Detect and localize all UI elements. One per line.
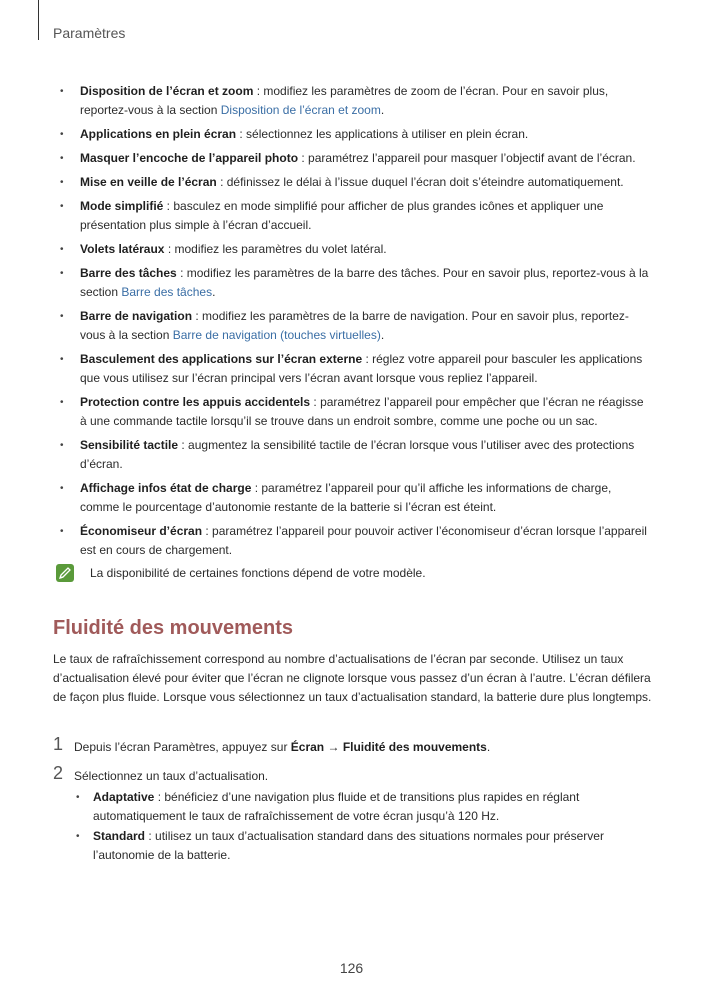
option-term: Adaptative	[93, 790, 155, 804]
item-term: Disposition de l’écran et zoom	[80, 84, 254, 98]
availability-note	[55, 563, 655, 585]
option-term: Standard	[93, 829, 146, 843]
list-item	[60, 522, 650, 560]
section-link[interactable]: Barre des tâches	[121, 285, 213, 299]
menu-ecran[interactable]: Écran	[290, 740, 325, 754]
step-post: .	[486, 740, 491, 754]
item-text: : basculez en mode simplifié pour afficher de plus grandes icônes et appliquer une présentation plus simple à l’écran d’accueil.	[80, 199, 604, 232]
list-item	[60, 479, 650, 517]
option-text: : utilisez un taux d’actualisation standard dans des situations normales pour préserver l’autonomie de la batterie.	[93, 829, 604, 862]
item-term: Volets latéraux	[80, 242, 165, 256]
option-text: : bénéficiez d’une navigation plus fluide et de transitions plus rapides en réglant automatiquement le taux de rafraîchissement de votre écran jusqu’à 120 Hz.	[93, 790, 580, 823]
item-term: Affichage infos état de charge	[80, 481, 252, 495]
item-text: : sélectionnez les applications à utiliser en plein écran.	[236, 127, 529, 141]
list-item	[60, 350, 650, 388]
item-term: Protection contre les appuis accidentels	[80, 395, 311, 409]
item-after: .	[212, 285, 216, 299]
page-header: Paramètres	[53, 25, 126, 41]
item-text: : paramétrez l’appareil pour qu’il affiche les informations de charge, comme le pourcentage d’autonomie restante de la batterie si l’écran est éteint.	[80, 481, 612, 514]
list-item	[60, 264, 650, 302]
step-number: 1	[53, 734, 64, 754]
list-item	[60, 393, 650, 431]
item-term: Économiseur d’écran	[80, 524, 203, 538]
item-text: : paramétrez l’appareil pour pouvoir activer l’économiseur d’écran lorsque l’appareil est en cours de chargement.	[80, 524, 647, 557]
item-text: : augmentez la sensibilité tactile de l’écran lorsque vous l’utiliser avec des protections d’écran.	[80, 438, 635, 471]
list-item	[60, 173, 650, 192]
page-number: 126	[339, 960, 364, 976]
item-term: Barre de navigation	[80, 309, 193, 323]
item-text: : définissez le délai à l’issue duquel l’écran doit s’éteindre automatiquement.	[216, 175, 624, 189]
item-text: : modifiez les paramètres de la barre des tâches. Pour en savoir plus, reportez-vous à la section	[80, 266, 649, 299]
item-text: : paramétrez l’appareil pour empêcher que l’écran ne réagisse à une commande tactile lorsqu’il se trouve dans un endroit sombre, comme une poche ou un sac.	[80, 395, 644, 428]
item-text: : réglez votre appareil pour basculer les applications que vous utilisez sur l’écran principal vers l’écran avant lorsque vous repliez l’appareil.	[80, 352, 643, 385]
menu-fluidite[interactable]: Fluidité des mouvements	[342, 740, 487, 754]
item-term: Sensibilité tactile	[80, 438, 179, 452]
option-standard	[76, 827, 636, 865]
item-term: Basculement des applications sur l’écran externe	[80, 352, 363, 366]
item-term: Applications en plein écran	[80, 127, 237, 141]
item-text: : modifiez les paramètres du volet latéral.	[164, 242, 387, 256]
arrow: →	[324, 740, 343, 754]
note-text: La disponibilité de certaines fonctions dépend de votre modèle.	[90, 566, 426, 580]
list-item	[60, 240, 650, 259]
item-after: .	[380, 103, 385, 117]
list-item	[60, 82, 650, 120]
settings-list	[60, 82, 650, 565]
step-pre: Depuis l’écran Paramètres, appuyez sur	[74, 740, 291, 754]
item-after: .	[380, 328, 385, 342]
section-title: Fluidité des mouvements	[53, 617, 294, 639]
item-term: Masquer l’encoche de l’appareil photo	[80, 151, 299, 165]
step-number: 2	[53, 763, 64, 783]
refresh-rate-options	[76, 788, 636, 866]
item-term: Mode simplifié	[80, 199, 164, 213]
step-text: Sélectionnez un taux d’actualisation.	[74, 769, 269, 783]
list-item	[60, 436, 650, 474]
header-rule	[38, 0, 39, 40]
step-text	[74, 738, 644, 757]
list-item	[60, 125, 650, 144]
list-item	[60, 307, 650, 345]
list-item	[60, 197, 650, 235]
item-text: : modifiez les paramètres de la barre de navigation. Pour en savoir plus, reportez-vous à la section	[80, 309, 629, 342]
item-text: : paramétrez l’appareil pour masquer l’objectif avant de l’écran.	[298, 151, 636, 165]
section-paragraph: Le taux de rafraîchissement correspond au nombre d’actualisations de l’écran par seconde. Utilisez un taux d’actualisation élevé pour éviter que l’écran ne clignote lorsque vous passez d’un écran à l’autre. L’écran défilera de façon plus fluide. Lorsque vous sélectionnez un taux d’actualisation standard, la batterie dure plus longtemps.	[53, 652, 652, 704]
item-term: Barre des tâches	[80, 266, 177, 280]
item-text: : modifiez les paramètres de zoom de l’écran. Pour en savoir plus, reportez-vous à la section	[80, 84, 609, 117]
pencil-note-icon	[55, 563, 75, 583]
option-adaptative	[76, 788, 636, 826]
item-term: Mise en veille de l’écran	[80, 175, 217, 189]
section-link[interactable]: Barre de navigation (touches virtuelles)	[172, 328, 381, 342]
section-link[interactable]: Disposition de l’écran et zoom	[220, 103, 381, 117]
list-item	[60, 149, 650, 168]
